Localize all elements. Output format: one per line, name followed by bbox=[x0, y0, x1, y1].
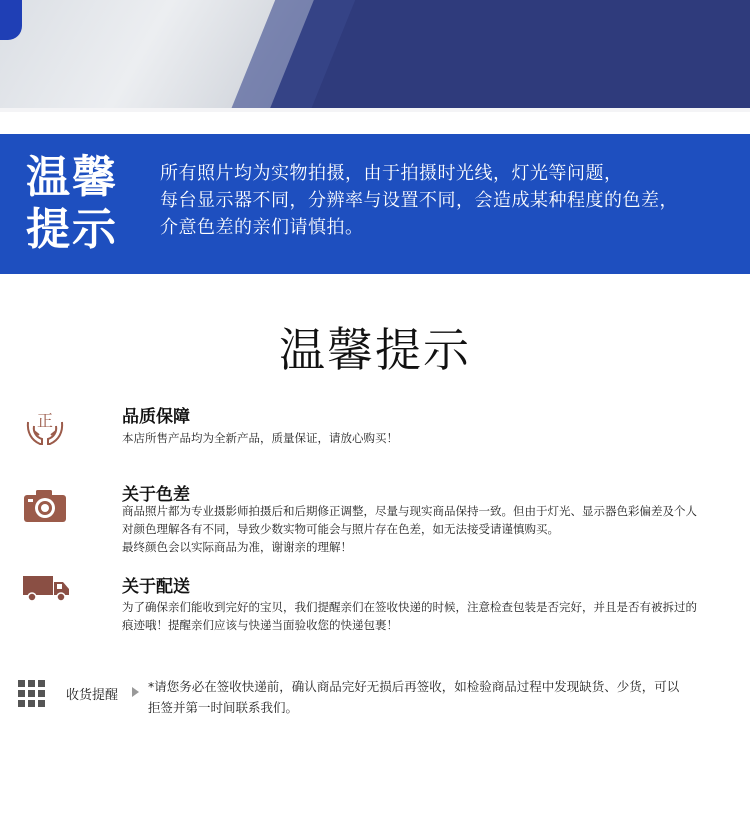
tips-banner bbox=[0, 134, 750, 274]
color-text-line: 最终颜色会以实际商品为准，谢谢亲的理解！ bbox=[122, 540, 352, 554]
color-title: 关于色差 bbox=[122, 485, 190, 505]
reminder-note-line: *请您务必在签收快递前，确认商品完好无损后再签收，如检验商品过程中发现缺货、少货，可以 bbox=[148, 679, 680, 694]
banner-text-line: 每台显示器不同，分辨率与设置不同，会造成某种程度的色差， bbox=[160, 190, 678, 211]
arrow-right-icon bbox=[132, 687, 139, 697]
color-text bbox=[122, 502, 744, 556]
delivery-text-line: 痕迹哦！提醒亲们应该与快递当面验收您的快递包裹！ bbox=[122, 618, 398, 632]
product-photo-strip bbox=[0, 0, 750, 112]
banner-title-line2: 提示 bbox=[26, 204, 118, 255]
receipt-reminder bbox=[0, 672, 750, 722]
color-text-line: 对颜色理解各有不同，导致少数实物可能会与照片存在色差，如无法接受请谨慎购买。 bbox=[122, 522, 559, 536]
reminder-label: 收货提醒 bbox=[66, 688, 119, 703]
delivery-title: 关于配送 bbox=[122, 577, 190, 597]
section-heading: 温馨提示 bbox=[279, 323, 471, 377]
banner-text-line: 所有照片均为实物拍摄，由于拍摄时光线，灯光等问题， bbox=[160, 163, 623, 184]
genuine-hands-icon bbox=[22, 406, 68, 446]
banner-title bbox=[26, 152, 118, 256]
quality-title: 品质保障 bbox=[122, 407, 190, 427]
delivery-truck-icon bbox=[22, 574, 68, 614]
delivery-text bbox=[122, 598, 744, 634]
camera-icon bbox=[22, 488, 68, 528]
banner-title-line1: 温馨 bbox=[26, 152, 118, 203]
svg-text:正: 正 bbox=[36, 411, 54, 430]
quality-text-line: 本店所售产品均为全新产品，质量保证，请放心购买！ bbox=[122, 431, 398, 445]
photo-blue-corner bbox=[0, 0, 22, 40]
quality-text bbox=[122, 429, 744, 447]
banner-text-line: 介意色差的亲们请慎拍。 bbox=[160, 217, 364, 238]
reminder-note bbox=[148, 676, 738, 718]
reminder-note-line: 拒签并第一时间联系我们。 bbox=[148, 700, 299, 715]
delivery-text-line: 为了确保亲们能收到完好的宝贝，我们提醒亲们在签收快递的时候，注意检查包装是否完好，并且是否有被拆过的 bbox=[122, 600, 697, 614]
banner-text bbox=[160, 160, 678, 241]
photo-bottom-edge bbox=[0, 108, 750, 112]
color-text-line: 商品照片都为专业摄影师拍摄后和后期修正调整，尽量与现实商品保持一致。但由于灯光、显示器色彩偏差及个人 bbox=[122, 504, 697, 518]
